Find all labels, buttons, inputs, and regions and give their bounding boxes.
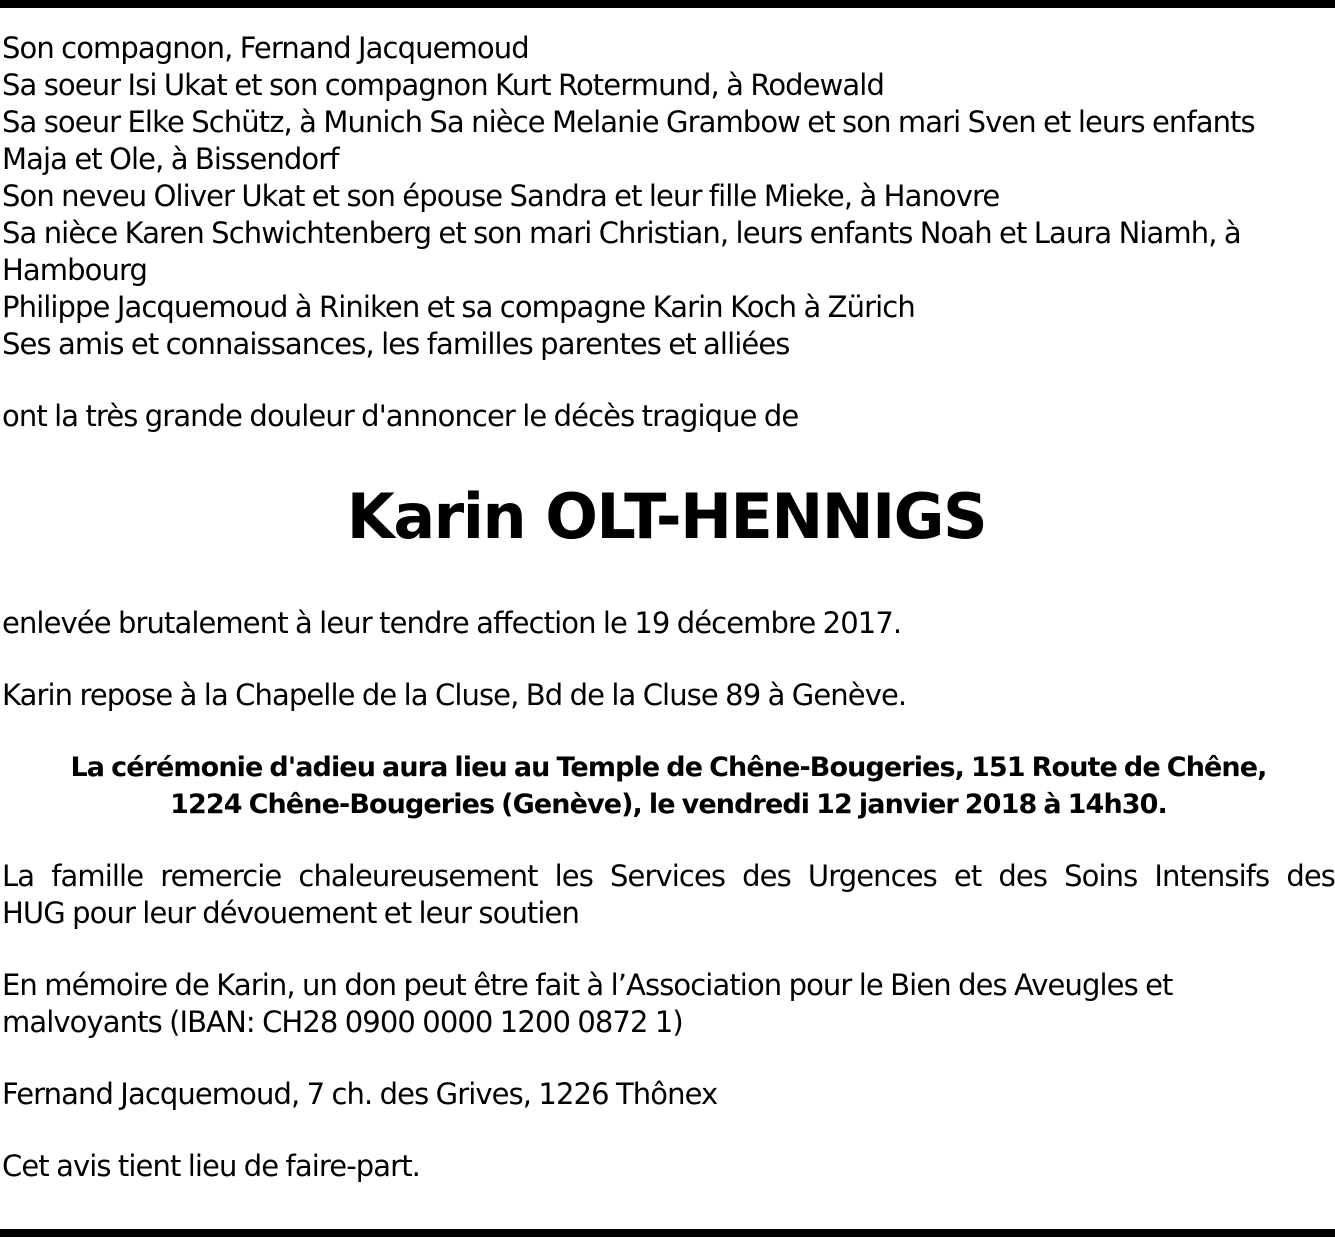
family-line: Hambourg [2,253,147,287]
thanks-line: La famille remercie chaleureusement les Services des Urgences et des Soins Intensifs des [2,859,1335,893]
family-line: Sa soeur Isi Ukat et son compagnon Kurt Rotermund, à Rodewald [2,68,884,102]
family-line: Son compagnon, Fernand Jacquemoud [2,31,529,65]
donation-line: malvoyants (IBAN: CH28 0900 0000 1200 0872 1) [2,1005,683,1039]
spacer [2,1113,1335,1148]
spacer [2,714,1335,749]
spacer [2,363,1335,398]
deceased-name: Karin OLT-HENNIGS [346,480,987,553]
spacer [2,1041,1335,1076]
spacer [2,932,1335,967]
ceremony-block [2,749,1335,823]
closing-line: Cet avis tient lieu de faire-part. [2,1149,420,1183]
family-line: Son neveu Oliver Ukat et son épouse Sandra et leur fille Mieke, à Hanovre [2,179,1000,213]
thanks-line: HUG pour leur dévouement et leur soutien [2,896,579,930]
family-line: Philippe Jacquemoud à Riniken et sa compagne Karin Koch à Zürich [2,290,915,324]
ceremony-line: 1224 Chêne-Bougeries (Genève), le vendredi 12 janvier 2018 à 14h30. [170,789,1167,820]
donation-paragraph [2,967,1335,1041]
spacer [2,823,1335,858]
obituary-notice [2,30,1335,1185]
family-list [2,30,1335,363]
thanks-paragraph [2,858,1335,932]
top-rule [0,0,1335,8]
announcement-text: ont la très grande douleur d'annoncer le décès tragique de [2,399,799,433]
donation-line: En mémoire de Karin, un don peut être fait à l’Association pour le Bien des Aveugles et [2,968,1173,1002]
address-line: Fernand Jacquemoud, 7 ch. des Grives, 1226 Thônex [2,1077,718,1111]
family-line: Sa soeur Elke Schütz, à Munich Sa nièce Melanie Grambow et son mari Sven et leurs enfants [2,105,1255,139]
bottom-rule [0,1229,1335,1237]
family-line: Ses amis et connaissances, les familles parentes et alliées [2,327,790,361]
death-line: enlevée brutalement à leur tendre affection le 19 décembre 2017. [2,606,902,640]
rest-line: Karin repose à la Chapelle de la Cluse, Bd de la Cluse 89 à Genève. [2,678,907,712]
family-line: Sa nièce Karen Schwichtenberg et son mari Christian, leurs enfants Noah et Laura Niamh, à [2,216,1241,250]
spacer [2,642,1335,677]
ceremony-line: La cérémonie d'adieu aura lieu au Temple de Chêne-Bougeries, 151 Route de Chêne, [70,752,1267,783]
family-line: Maja et Ole, à Bissendorf [2,142,339,176]
